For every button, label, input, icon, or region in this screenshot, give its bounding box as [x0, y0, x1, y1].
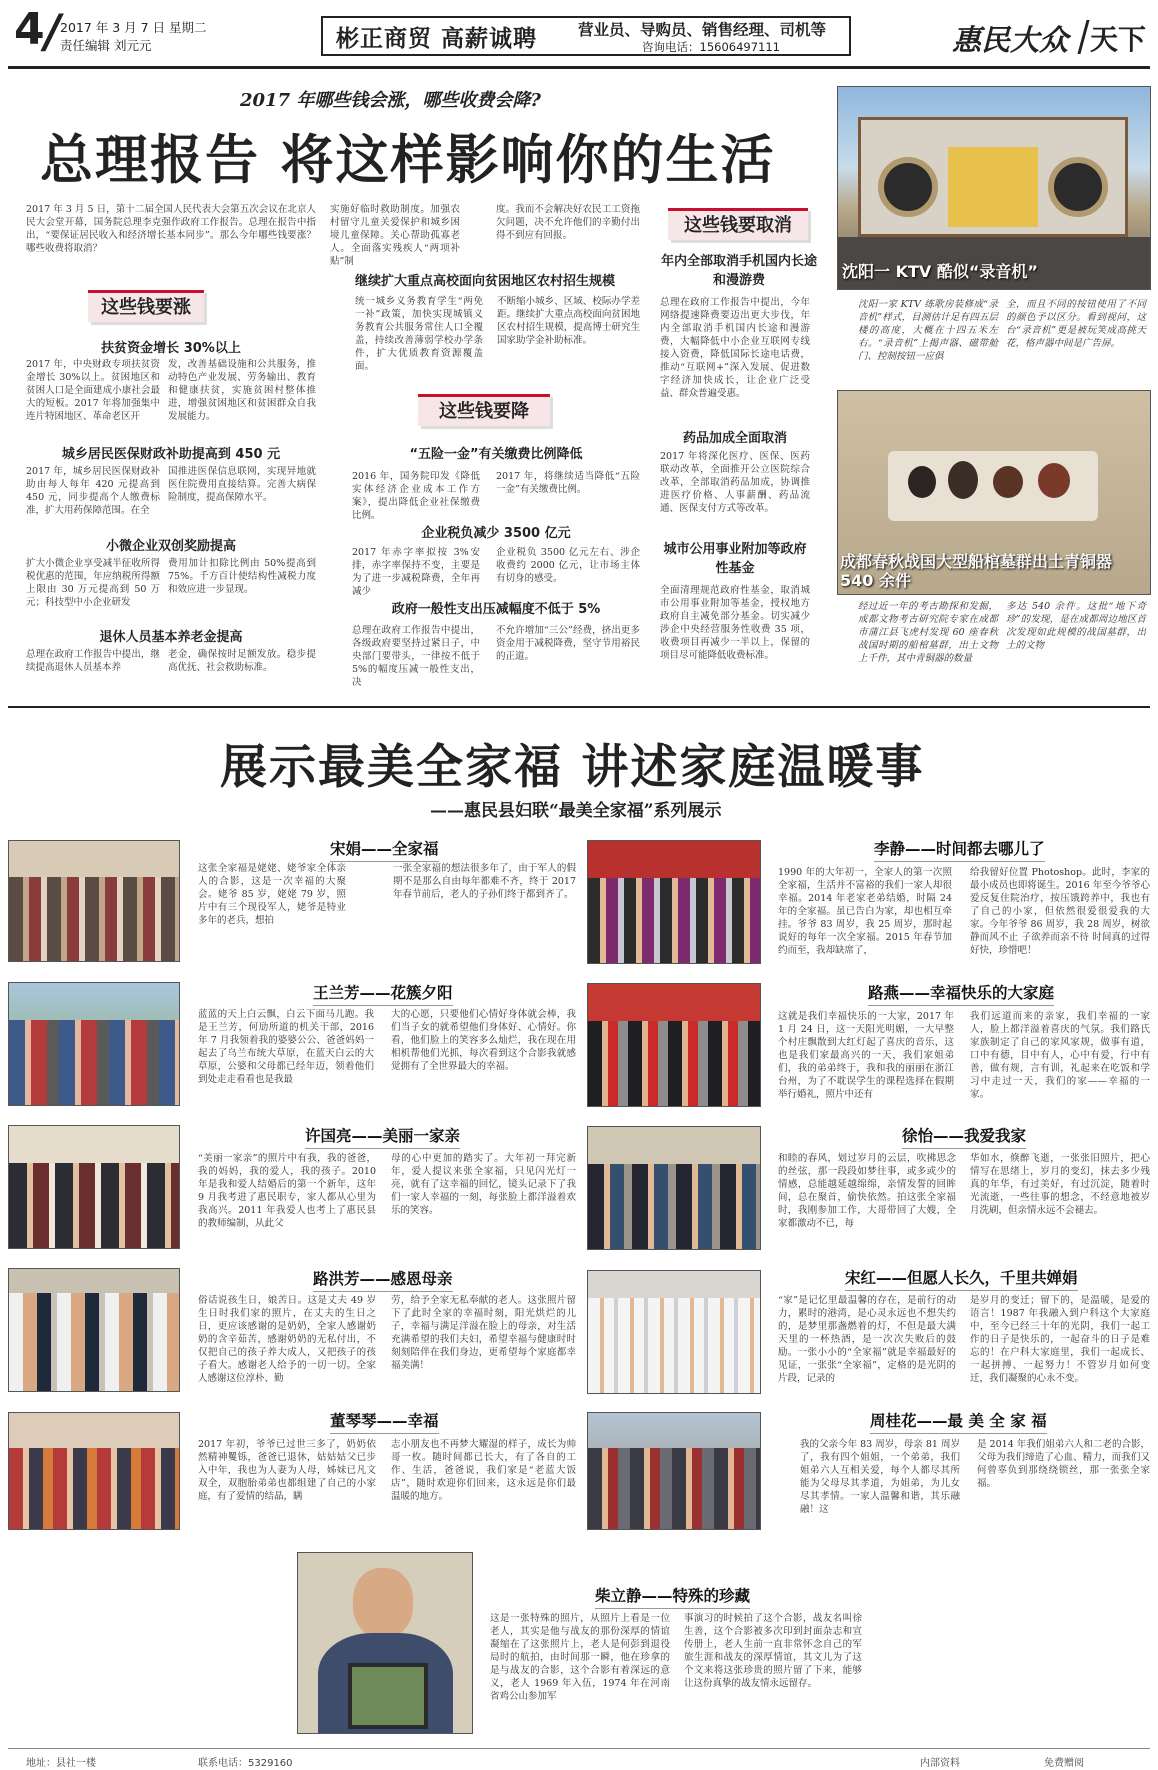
- reduce-item-2-title: 企业税负减少 3500 亿元: [421, 526, 571, 541]
- reduce-item-3-text-b: 不允许增加“三公”经费，挤出更多资金用于减税降费，坚守节用裕民的正道。: [496, 625, 640, 662]
- ad-phone: 咨询电话：15606497111: [642, 40, 780, 54]
- page-number-slash: /: [39, 4, 66, 58]
- rise-item-3-text-a: 扩大小微企业享受减半征收所得税优惠的范围，年应纳税所得额上限由 30 万元提高到 50 万元；科技型中小企业研发: [26, 558, 160, 608]
- cancel-item-1-text: 总理在政府工作报告中提出，今年网络提速降费要迈出更大步伐，年内全部取消手机国内长途和漫游费，大幅降低中小企业互联网专线接入资费，降低国际长途电话费，推动“互联网+”深入发展、促进数字经济加快成长，让企业广泛受益、群众普遍受惠。: [660, 297, 810, 399]
- report-subtitle: 2017 年哪些钱会涨，哪些收费会降?: [240, 90, 541, 111]
- family-photo-5: [8, 1125, 180, 1249]
- family-9-text-a: 2017 年初，爷爷已过世三多了，奶奶依然精神矍铄，爸爸已退休，姑姑姑父已步入中年，我也为人妻为人母，姊妹已凡文双全，双胞胎弟弟也都组建了自己的小家庭，有了爱情的结晶，瞒: [198, 1439, 376, 1502]
- family-5-heading: 许国亮——美丽一家亲: [305, 1124, 460, 1146]
- family-8-text-a: “家”是记忆里最温馨的存在，是前行的动力，累时的港湾，是心灵永远也不想失约的，是梦里那盏燃着的灯，不但是最大满天里的一杯热酒，是一次次失败后的鼓励。一张小小的“全家福”就是幸福最好的见证，一张张“全家福”，定格的是光阴的片段，记录的: [778, 1295, 956, 1384]
- rise-item-2-title: 城乡居民医保财政补助提高到 450 元: [61, 447, 281, 462]
- family-6-heading: 徐怡——我爱我家: [902, 1124, 1026, 1146]
- family-5-text-a: “美丽一家亲”的照片中有我，我的爸爸，我的妈妈，我的爱人，我的孩子。2010 年是我和爱人结婚后的第一个新年，这年 9 月我考进了惠民职专，家人都从心里为我高兴。2011 年我爱人也考上了惠民县的教师编制，从此父: [198, 1153, 376, 1229]
- header-rule: [8, 66, 1150, 69]
- family-8-heading: 宋红——但愿人长久，千里共婵娟: [845, 1266, 1078, 1288]
- report-title: 总理报告 将这样影响你的生活: [40, 129, 776, 191]
- enrollment-text-b: 不断缩小城乡、区域、校际办学差距。继续扩大重点高校面向贫困地区农村招生规模，提高博士研究生国家助学金补助标准。: [497, 296, 640, 346]
- editor-credit: 责任编辑 刘元元: [60, 38, 152, 53]
- family-6-text-b: 华如水，倏醉飞逝，一张张旧照片，把心情写在思绪上，岁月的变幻，抹去多少残真的年华，有过美好，有过沉淀，随着时光流逝，一些往事的想念，不经意地被岁月洗刷，但亲情永远不会褪去。: [970, 1153, 1150, 1216]
- reduce-item-2-text-b: 企业税负 3500 亿元左右、涉企收费约 2000 亿元，让市场主体有切身的感受。: [496, 547, 640, 584]
- bronze-text-b: 多达 540 余件。这批“地下奇珍”的发现，是在成都周边地区首次发现如此规模的战国墓群，出土的文物: [1006, 601, 1146, 651]
- family-11-text-a: 这是一张特殊的照片，从照片上看是一位老人，其实是他与战友的那份深厚的情谊凝缩在了这张照片上，老人是何彭到退役局时的航拍，由时间那一瞬，他在珍拿的是与战友的合影，这个合影有着深远的意义，老人 1969 年入伍，1974 年在河南省鸡公山参加军: [490, 1613, 670, 1702]
- family-9-heading: 董琴琴——幸福: [330, 1409, 439, 1431]
- footer-address: 地址：县社一楼: [26, 1758, 96, 1769]
- rise-item-1-text-b: 发，改善基础设施和公共服务，推动特色产业发展、劳务输出、教育和健康扶贫，实施贫困村整体推进，增强贫困地区和贫困群众自我发展能力。: [168, 359, 316, 422]
- family-3-text-b: 大的心愿，只要他们心情好身体就会棒，我们当子女的就希望他们身体好、心情好。你看，他们脸上的笑容多么灿烂，我在现在用相机帮他们光抓，每次看到这个合影我就感觉拥有了全世界最大的幸福。: [391, 1009, 576, 1072]
- rise-item-3-title: 小微企业双创奖励提高: [105, 539, 236, 554]
- family-7-heading: 路洪芳——感恩母亲: [313, 1267, 453, 1289]
- family-11-text-b: 事演习的时候拍了这个合影，战友名叫徐生善，这个合影被多次印到封面杂志和宣传册上，老人生前一直非常怀念自己的军旅生涯和战友的深厚情谊，其文儿为了这个文来将这张珍贵的照片留了下来，能够让这份真挚的战友情永远留存。: [684, 1613, 862, 1689]
- rise-item-1-title: 扶贫资金增长 30%以上: [101, 341, 241, 356]
- family-photo-11: [297, 1552, 473, 1734]
- family-photo-7: [8, 1268, 180, 1392]
- family-11-heading: 柴立静——特殊的珍藏: [595, 1584, 750, 1606]
- bronze-text-a: 经过近一年的考古勘探和发掘，成都文物考古研究院专家在成都市蒲江县飞虎村发现 60 座春秋战国时期的船棺墓群，出土文物上千件，其中青铜器的数量: [858, 601, 998, 664]
- family-6-text-a: 和睦的春风，划过岁月的云层，吹拂思念的丝弦，那一段段如梦往事，或多或少的情感，总能越延越绵绵，亲情发誓的回眸间，总在聚首，偷快依然。拍这张全家福时，我刚参加工作，大哥带回了大嫂，全家都激动不已，每: [778, 1153, 956, 1229]
- family-section-subtitle: ——惠民县妇联“最美全家福”系列展示: [430, 801, 722, 821]
- family-photo-3: [8, 982, 180, 1106]
- report-intro: 2017 年 3 月 5 日，第十二届全国人民代表大会第五次会议在北京人民大会堂开幕，国务院总理李克强作政府工作报告。总理在报告中指出，“要保证居民收入和经济增长基本同步”。那么今年哪些钱要涨？哪些收费将取消？: [26, 204, 316, 254]
- bronze-caption: 成都春秋战国大型船棺墓群出土青铜器 540 余件: [840, 552, 1113, 590]
- ad-company-name: 彬正商贸 高薪诚聘: [336, 25, 538, 52]
- family-7-text-b: 劳，给予全家无私奉献的老人。这张照片留下了此时全家的幸福时刻，阳光烘烂的儿子，幸福与满足洋溢在脸上的母亲，对生活充满希望的我们夫妇，希望幸福与健康时时刻刻陪伴在我们身边，更希望每个家庭都幸福美满！: [391, 1295, 576, 1371]
- footer-rule: [8, 1748, 1150, 1749]
- family-10-text-a: 我的父亲今年 83 周岁，母亲 81 周岁了，我有四个姐姐，一个弟弟，我们姐弟六人互相关爱，每个人都尽其所能为父母尽其孝道，为姐弟，为儿女尽其孝情。一家人温馨和谐，其乐融融！这: [800, 1439, 960, 1515]
- footer-note-left: 内部资料: [920, 1758, 960, 1769]
- family-10-text-b: 是 2014 年我们姐弟六人和二老的合影，父母为我们缔造了心血、精力，而我们又何曾辜负到那绕绕锁丝，那一张张全家福。: [977, 1439, 1150, 1489]
- cancel-item-3-title: 城市公用事业附加等政府性基金: [663, 542, 807, 576]
- family-photo-6: [587, 1126, 761, 1250]
- reduce-item-1-text-a: 2016 年，国务院印发《降低实体经济企业成本工作方案》，提出降低企业社保缴费比例。: [352, 471, 480, 521]
- masthead-divider: [1077, 20, 1089, 54]
- family-4-text-b: 我们远道而来的亲家，我们幸福的一家人，脸上都洋溢着喜庆的气氛。我们路氏家族制定了自己的家风家规，做事有道，口中有德，目中有人，心中有爱，行中有善，做有规，言有训，礼起来在吃饭和学习中走过一天，我们的家——幸福的一家。: [970, 1011, 1150, 1100]
- rise-item-4-text-b: 老金，确保按时足额发放。稳步提高优抚、社会救助标准。: [168, 649, 316, 673]
- family-photo-9: [8, 1412, 180, 1530]
- family-2-text-b: 给我留好位置 Photoshop。此时，李家的最小成员也即将诞生。2016 年至今爷爷心爱反复住院治疗，按压饿跨养中，我也有了自己的小家，但依然很爱很爱我的大家。今年爷爷 86 周岁，我 28 周岁，树欲静而风不止 子欲养而亲不待 时间真的过得好快，珍惜吧！: [970, 867, 1150, 956]
- reduce-item-3-text-a: 总理在政府工作报告中提出，各级政府要坚持过紧日子，中央部门要带头，一律按不低于 5%的幅度压减一般性支出，决: [352, 625, 480, 688]
- cancel-item-2-text: 2017 年将深化医疗、医保、医药联动改革，全面推开公立医院综合改革，全部取消药品加成，协调推进医疗价格、人事薪酬、药品流通、医保支付方式等改革。: [660, 451, 810, 514]
- cancel-item-3-text: 全面清理规范政府性基金，取消城市公用事业附加等基金，授权地方政府自主减免部分基金。切实减少涉企中央经营服务性收费 35 项，收费项目再减少一半以上，保留的项目尽可能降低收费标准。: [660, 585, 810, 661]
- report-col2-text: 实施好临时救助制度。加强农村留守儿童关爱保护和城乡困境儿童保障。关心帮助孤寡老人。全面落实残疾人“两项补贴”制: [330, 204, 460, 267]
- family-10-heading: 周桂花——最 美 全 家 福: [870, 1409, 1047, 1431]
- section-rule: [8, 706, 1150, 708]
- family-photo-10: [587, 1412, 761, 1530]
- family-1-heading: 宋娟——全家福: [330, 837, 439, 859]
- reduce-section-label: 这些钱要降: [418, 394, 550, 426]
- family-7-text-a: 俗话说孩生日，娘苦日。这是丈夫 49 岁生日时我们家的照片，在丈夫的生日之日，更应该感谢的是奶奶，全家人感谢奶奶的含辛茹苦，感谢奶奶的无私付出，不仅把自己的孩子养大成人，又把孩子的孩子看大。感谢老人给予的一切一切。全家人感谢这位淳朴、勤: [198, 1295, 376, 1384]
- ktv-caption: 沈阳一 KTV 酷似“录音机”: [842, 262, 1038, 281]
- rise-section-label: 这些钱要涨: [88, 290, 204, 322]
- reduce-item-1-text-b: 2017 年，将继续适当降低“五险一金”有关缴费比例。: [496, 471, 640, 495]
- rise-item-2-text-b: 国推进医保信息联网，实现异地就医住院费用直接结算。完善大病保险制度，提高保障水平。: [168, 466, 316, 503]
- ktv-text-b: 全，而且不同的按钮使用了不同的颜色予以区分。看到视问，这台“录音机”更是被玩笑成高挑天花，格声器中间是广告屏。: [1006, 299, 1146, 349]
- rise-item-4-text-a: 总理在政府工作报告中提出，继续提高退休人员基本养: [26, 649, 160, 673]
- family-9-text-b: 志小朋友也不再梦大耀湿的样子，成长为帅哥一枚。随时间都已长大，有了各自的工作、生活，爸爸说，我们家是“老蓝大饭店”，随时欢迎你们回来，这永远是你们最温暖的地方。: [391, 1439, 576, 1502]
- masthead-section: 天下: [1090, 23, 1147, 56]
- page-number: 4: [14, 4, 45, 55]
- family-photo-4: [587, 983, 761, 1107]
- family-section-title: 展示最美全家福 讲述家庭温暖事: [220, 740, 925, 795]
- family-photo-2: [587, 840, 761, 964]
- family-photo-8: [587, 1270, 761, 1394]
- reduce-item-1-title: “五险一金”有关缴费比例降低: [409, 447, 583, 462]
- rise-item-1-text-a: 2017 年，中央财政专项扶贫资金增长 30%以上。贫困地区和贫困人口是全面建成小康社会最大的短板。2017 年将加强集中连片特困地区、革命老区开: [26, 359, 160, 422]
- cancel-item-2-title: 药品加成全面取消: [682, 431, 787, 446]
- rise-item-2-text-a: 2017 年，城乡居民医保财政补助由每人每年 420 元提高到 450 元，同步提高个人缴费标准，扩大用药保障范围。在全: [26, 466, 160, 516]
- family-1-text-b: 一张全家福的想法很多年了，由于军人的假期不是那么自由每年都难不齐，终于 2017 年春节前后，老人的子孙们终于都到齐了。: [393, 863, 576, 900]
- family-5-text-b: 母的心中更加的踏实了。大年初一拜完新年，爱人提议来张全家福，只见闪光灯一亮，就有了这幸福的回忆，镜头记录下了我们一家人幸福的一刻，每张脸上都洋溢着欢乐的笑容。: [391, 1153, 576, 1216]
- rise-item-4-title: 退休人员基本养老金提高: [99, 630, 243, 645]
- reduce-item-2-text-a: 2017 年赤字率拟按 3%安排，赤字率保持不变，主要是为了进一步减税降费，全年再减少: [352, 547, 480, 597]
- family-8-text-b: 是岁月的变迁；留下的，是温暖，是爱的语言！1987 年我融入到户科这个大家庭中，至今已经三十年的光阴，我们一起工作的日子是快乐的，一起奋斗的日子是难忘的！在户科大家庭里，我们一起成长、一起拼搏、一起努力！不管岁月如何变迁，我们凝聚的心永不变。: [970, 1295, 1150, 1384]
- enrollment-text-a: 统一城乡义务教育学生“两免一补”政策，加快实现城镇义务教育公共服务常住人口全覆盖，持续改善薄弱学校办学条件，扩大优质教育资源覆盖面。: [355, 296, 483, 372]
- reduce-item-3-title: 政府一般性支出压减幅度不低于 5%: [391, 602, 601, 617]
- cancel-section-label: 这些钱要取消: [668, 208, 808, 240]
- family-4-text-a: 这就是我们幸福快乐的一大家，2017 年 1 月 24 日，这一天阳光明媚，一大早整个村庄飘散到大红灯起了喜庆的音乐，这也是我们家最高兴的一天，我们家姐弟们，我的弟弟终于，我和我的丽丽在浙江台州，为了不耽误学生的课程选择在假期举行婚礼，照片中还有: [778, 1011, 954, 1100]
- family-4-heading: 路燕——幸福快乐的大家庭: [868, 981, 1054, 1003]
- issue-date: 2017 年 3 月 7 日 星期二: [60, 20, 207, 35]
- footer-note-right: 免费赠阅: [1044, 1758, 1084, 1769]
- family-1-text-a: 这张全家福是姥姥、姥爷家全体亲人的合影，这是一次幸福的大聚会。姥爷 85 岁，姥姥 79 岁，照片中有三个现役军人，姥爷是特业多年的老兵，想拍: [198, 863, 346, 926]
- family-3-text-a: 蓝蓝的天上白云飘，白云下面马儿跑。我是王兰芳，何劢所道的机关干部，2016 年 7 月我领着我的婆婆公公、爸爸妈妈一起去了乌兰布统大草原，在蓝天白云的大草原，公婆和父母都已经年迈，领着他们到处走走看看也是我最: [198, 1009, 374, 1085]
- rise-item-3-text-b: 费用加计扣除比例由 50%提高到 75%。千方百计使结构性减税力度和效应进一步显现。: [168, 558, 316, 595]
- footer-phone: 联系电话：5329160: [198, 1758, 293, 1769]
- cancel-item-1-title: 年内全部取消手机国内长途和漫游费: [660, 254, 817, 288]
- ad-positions: 营业员、导购员、销售经理、司机等: [578, 21, 827, 39]
- ktv-text-a: 沈阳一家 KTV 练歌房装修成“录音机”样式，目测估计足有四五层楼的高度，大概在十四五米左右。“录音机”上揭声器、磁带舱门、控制按钮一应俱: [858, 299, 998, 362]
- enrollment-title: 继续扩大重点高校面向贫困地区农村招生规模: [354, 274, 615, 289]
- family-2-text-a: 1990 年的大年初一，全家人的第一次照全家福，生活并不富裕的我们一家人却很幸福。2014 年老家老弟结婚，时隔 24 年的全家福。虽已告白为家，却也相互牵挂。爷爷 83 周岁，我 25 周岁，那时起说好的每年一次全家福。2015 年春节加约而至，我却缺席了，: [778, 867, 952, 956]
- masthead-brand: 惠民大众: [952, 23, 1069, 57]
- family-photo-1: [8, 840, 180, 962]
- family-2-heading: 李静——时间都去哪儿了: [874, 837, 1045, 859]
- ktv-photo: [837, 86, 1151, 290]
- report-col3-text: 度。我而不会解决好农民工工资拖欠问题，决不允许他们的辛勤付出得不到应有回报。: [496, 204, 640, 241]
- family-3-heading: 王兰芳——花簇夕阳: [313, 981, 453, 1003]
